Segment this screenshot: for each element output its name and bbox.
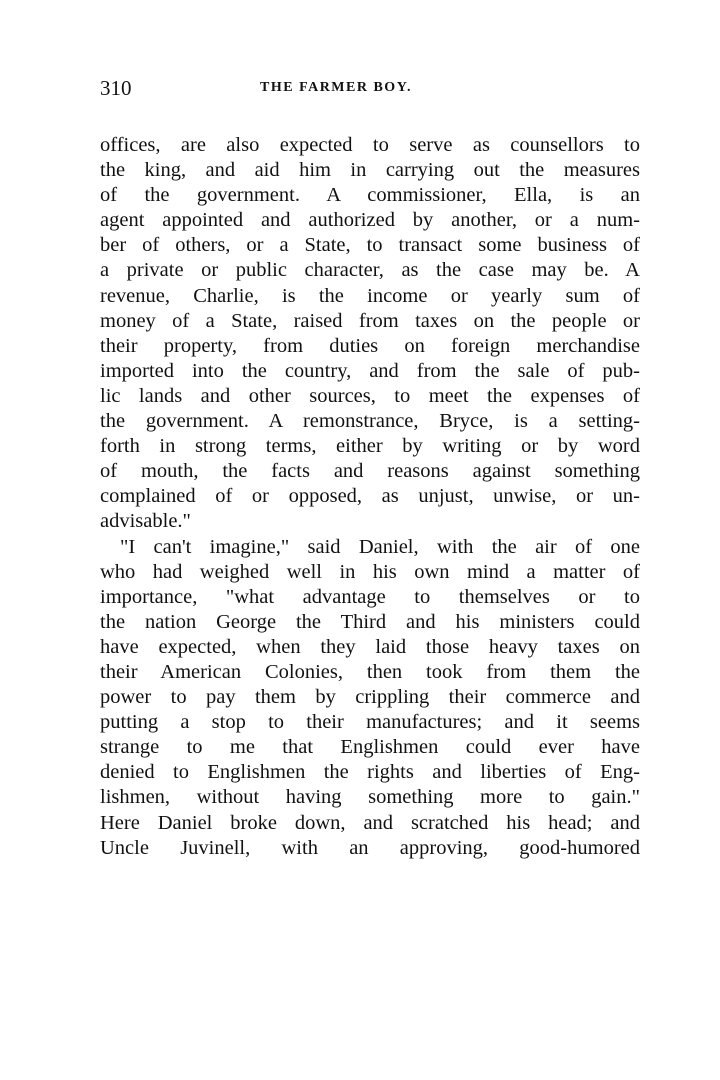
text-line: of mouth, the facts and reasons against something	[100, 460, 640, 483]
text-line: the king, and aid him in carrying out the measures	[100, 159, 640, 182]
text-line: "I can't imagine," said Daniel, with the air of one	[120, 535, 640, 558]
text-line: offices, are also expected to serve as counsellors to	[100, 134, 640, 156]
text-line: the nation George the Third and his ministers could	[100, 610, 640, 633]
page-header	[100, 76, 640, 102]
text-line: Here Daniel broke down, and scratched his head; and	[100, 811, 640, 834]
text-line: putting a stop to their manufactures; and it seems	[100, 711, 640, 734]
text-line: their property, from duties on foreign merchandise	[100, 334, 640, 357]
text-line: money of a State, raised from taxes on the people or	[100, 309, 640, 332]
text-line: Uncle Juvinell, with an approving, good-humored	[100, 836, 640, 859]
text-line: the government. A remonstrance, Bryce, is a setting-	[100, 410, 640, 433]
running-title: THE FARMER BOY.	[260, 80, 413, 95]
body-text	[100, 133, 640, 861]
text-line: a private or public character, as the case may be. A	[100, 259, 640, 282]
text-line: imported into the country, and from the sale of pub-	[100, 359, 640, 382]
text-line: power to pay them by crippling their commerce and	[100, 686, 640, 709]
text-line: strange to me that Englishmen could ever have	[100, 736, 640, 759]
text-line: advisable."	[100, 510, 191, 533]
text-line: lic lands and other sources, to meet the expenses of	[100, 384, 640, 407]
text-line: denied to Englishmen the rights and liberties of Eng-	[100, 761, 640, 784]
text-line: forth in strong terms, either by writing or by word	[100, 435, 640, 458]
text-line: ber of others, or a State, to transact some business of	[100, 234, 640, 257]
text-line: who had weighed well in his own mind a matter of	[100, 560, 640, 583]
text-line: lishmen, without having something more to gain."	[100, 786, 640, 809]
text-line: have expected, when they laid those heavy taxes on	[100, 635, 640, 658]
text-line: complained of or opposed, as unjust, unwise, or un-	[100, 485, 640, 508]
text-line: importance, "what advantage to themselves or to	[100, 585, 640, 608]
text-line: their American Colonies, then took from them the	[100, 660, 640, 683]
text-line: agent appointed and authorized by another, or a num-	[100, 209, 640, 232]
page-number: 310	[100, 76, 132, 100]
text-line: revenue, Charlie, is the income or yearly sum of	[100, 284, 640, 307]
text-line: of the government. A commissioner, Ella, is an	[100, 184, 640, 207]
